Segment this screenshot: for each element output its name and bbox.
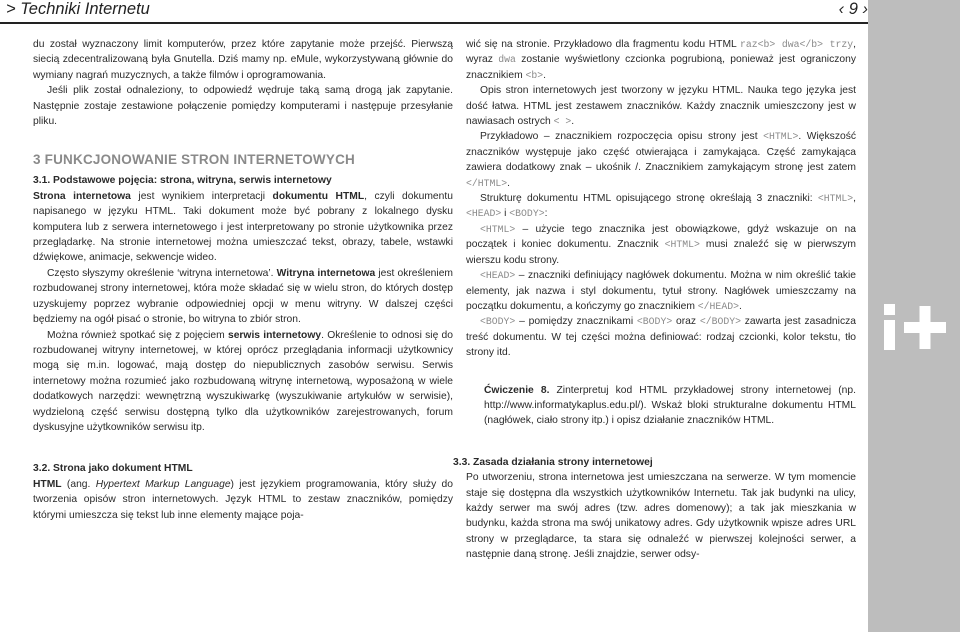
paragraph: Jeśli plik został odnaleziony, to odpowiedź wędruje taką samą drogą jak zapytanie. Następnie zostaje zestawione połączenie pomiędzy komputerami i następuje przesyłanie pliku. bbox=[33, 85, 453, 128]
page-header bbox=[0, 0, 960, 24]
paragraph: <HEAD> – znaczniki definiujący nagłówek dokumentu. Można w nim określić takie elementy, jak nazwa i styl dokumentu, tytuł strony. Nagłówek umieszczamy na początku dokumentu, a kończymy go znacznikiem </HEAD>. bbox=[466, 270, 856, 312]
subsection-heading: 3.2. Strona jako dokument HTML bbox=[33, 463, 193, 475]
paragraph: HTML (ang. Hypertext Markup Language) jest językiem programowania, który służy do tworzenia opisów stron internetowych. Język HTML to zestaw znaczników, pomiędzy którymi umieszcza się tekst lub inne elementy mające poja- bbox=[33, 478, 453, 521]
bold-term: dokumentu HTML bbox=[272, 190, 365, 202]
paragraph: Przykładowo – znacznikiem rozpoczęcia opisu strony jest <HTML>. Większość znaczników występuje jako część otwierająca i zamykająca. Część zamykająca zawiera dodatkowy znak – ukośnik /. Znacznikiem zamykającym stronę jest zatem </HTML>. bbox=[466, 131, 856, 189]
code-snippet: <HTML> bbox=[817, 193, 854, 205]
bold-term: HTML bbox=[33, 478, 62, 490]
exercise-box: Ćwiczenie 8. Zinterpretuj kod HTML przykładowej strony internetowej (np. http://www.informatykaplus.edu.pl/). Wskaż bloki strukturalne dokumentu HTML (nagłówek, ciało strony itp.) i opisz działanie znaczników HTML. bbox=[484, 384, 856, 427]
code-snippet: dwa bbox=[498, 54, 516, 66]
paragraph: wić się na stronie. Przykładowo dla fragmentu kodu HTML raz<b> dwa</b> trzy, wyraz dwa zostanie wyświetlony czcionka pogrubioną, ponieważ jest ograniczony znacznikiem <b>. bbox=[466, 39, 857, 81]
bold-term: serwis internetowy bbox=[227, 329, 322, 341]
code-snippet: <b> bbox=[525, 69, 544, 81]
section-heading: 3 FUNKCJONOWANIE STRON INTERNETOWYCH bbox=[33, 152, 355, 168]
code-snippet: <HTML> bbox=[664, 239, 700, 251]
bold-term: Strona internetowa bbox=[33, 190, 131, 202]
paragraph: Można również spotkać się z pojęciem serwis internetowy. Określenie to odnosi się do rozbudowanej witryny internetowej, w której oprócz przeglądania informacji użytkownicy mogą się m.in. logować, mają dostęp do niepublicznych zasobów serwisu. Serwis internetowy można rozumieć jako rozbudowaną witrynę internetową, wyposażoną w wiele dodatkowych narzędzi: wewnętrzną wyszukiwarkę (wyszukiwanie artykułów w serwisie), wydzieloną część serwisu dostępną tylko dla użytkowników zarejestrowanych, forum dyskusyjne użytkowników serwisu itp. bbox=[33, 329, 454, 433]
paragraph: Często słyszymy określenie ‘witryna internetowa’. Witryna internetowa jest określeniem rozbudowanej strony internetowej, która może składać się w wielu stron, do których dostęp uzyskujemy poprzez wybranie odpowiedniej opcji w menu witryny. W dalszej części będziemy na ogół pisać o stronie, bo witryna to zbiór stron. bbox=[33, 267, 453, 326]
paragraph: Po utworzeniu, strona internetowa jest umieszczana na serwerze. W tym momencie staje się dostępna dla wszystkich użytkowników Internetu. Tak jak budynki na ulicy, każdy serwer ma swój adres (tzw. adres domenowy); a tak jak mieszkania w budynku, każda strona ma swój unikatowy adres. Gdy użytkownik wpisze adres URL strony w przeglądarce, ta stara się odnaleźć w pierwszej kolejności serwer, a następnie daną stronę. Jeśli znajdzie, serwer odsy- bbox=[466, 472, 856, 561]
header-rule bbox=[0, 22, 868, 24]
italic-term: Hypertext Markup Language bbox=[95, 478, 231, 490]
exercise-label: Ćwiczenie 8. bbox=[484, 384, 550, 396]
i-plus-logo bbox=[880, 300, 948, 352]
left-column bbox=[33, 37, 453, 523]
running-title: > Techniki Internetu bbox=[6, 0, 150, 18]
code-snippet: <BODY> bbox=[509, 208, 545, 220]
code-snippet: </HEAD> bbox=[697, 300, 739, 312]
code-snippet: <HTML> bbox=[763, 131, 799, 143]
code-snippet: < > bbox=[553, 116, 572, 128]
code-snippet: <BODY> bbox=[636, 316, 673, 328]
code-snippet: raz<b> dwa</b> trzy bbox=[739, 39, 854, 50]
right-column bbox=[453, 37, 857, 563]
bold-term: Witryna internetowa bbox=[276, 267, 376, 279]
code-snippet: <BODY> bbox=[480, 316, 516, 328]
code-snippet: </BODY> bbox=[699, 316, 741, 328]
paragraph: <BODY> – pomiędzy znacznikami <BODY> oraz </BODY> zawarta jest zasadnicza treść dokumentu. W tej części można definiować: rodzaj czcionki, kolor tekstu, tło strony itd. bbox=[466, 316, 856, 359]
paragraph: Opis stron internetowych jest tworzony w języku HTML. Nauka tego języka jest dość łatwa. HTML jest zestawem znaczników. Każdy znacznik umieszczony jest w nawiasach ostrych < >. bbox=[466, 85, 856, 128]
paragraph: Strona internetowa jest wynikiem interpretacji dokumentu HTML, czyli dokumentu napisanego w języku HTML. Taki dokument może być pobrany z lokalnego dysku komputera lub z serwera internetowego i jest interpretowany po stronie użytkownika przez przeglądarkę. Na stronie internetowej można umieszczać tekst, obrazy, tabele, wstawki dźwiękowe, animacje, sekwencje wideo. bbox=[33, 190, 453, 264]
subsection-heading: 3.3. Zasada działania strony internetowej bbox=[453, 456, 653, 468]
paragraph: Strukturę dokumentu HTML opisującego stronę określają 3 znaczniki: <HTML>, <HEAD> i <BODY>: bbox=[466, 193, 856, 220]
paragraph: <HTML> – użycie tego znacznika jest obowiązkowe, gdyż wskazuje on na początek i koniec dokumentu. Znacznik <HTML> musi znaleźć się w pierwszym wierszu kodu strony. bbox=[466, 223, 856, 266]
page-number: ‹ 9 › bbox=[838, 0, 868, 18]
code-snippet: </HTML> bbox=[466, 177, 508, 189]
subsection-heading: 3.1. Podstawowe pojęcia: strona, witryna, serwis internetowy bbox=[33, 175, 332, 187]
code-snippet: <HTML> bbox=[480, 223, 516, 235]
paragraph: du został wyznaczony limit komputerów, przez które zapytanie może przejść. Pierwszą siecią zdecentralizowaną była Gnutella. Dziś mamy np. eMule, wykorzystywaną głównie do wymiany nagrań muzycznych, a także filmów i oprogramowania. bbox=[33, 39, 453, 81]
code-snippet: <HEAD> bbox=[466, 208, 502, 220]
code-snippet: <HEAD> bbox=[480, 270, 516, 282]
